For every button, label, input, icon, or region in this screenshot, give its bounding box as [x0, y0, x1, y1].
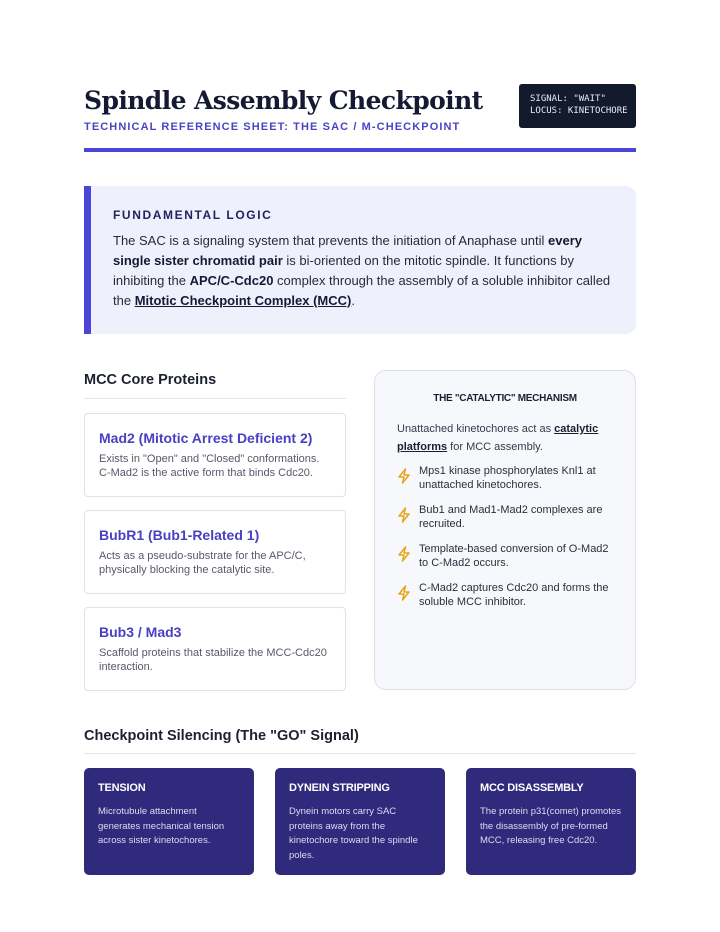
- card-desc: Dynein motors carry SAC proteins away from the kinetochore toward the spindle poles.: [289, 806, 418, 861]
- silencing-card-tension: [84, 768, 254, 875]
- card-title: MCC DISASSEMBLY: [480, 782, 584, 794]
- protein-name: Mad2 (Mitotic Arrest Deficient 2): [99, 430, 313, 446]
- page-subtitle: TECHNICAL REFERENCE SHEET: THE SAC / M-CHECKPOINT: [84, 121, 461, 133]
- lightning-icon: [397, 581, 419, 601]
- card-title: TENSION: [98, 782, 146, 794]
- intro-text: Unattached kinetochores act as: [397, 423, 555, 435]
- mcc-core-proteins-heading: MCC Core Proteins: [84, 372, 217, 388]
- step-text: C-Mad2 captures Cdc20 and forms the soluble MCC inhibitor.: [419, 582, 609, 608]
- lightning-icon: [397, 542, 419, 562]
- checkpoint-silencing-heading: Checkpoint Silencing (The "GO" Signal): [84, 728, 359, 744]
- card-desc: The protein p31(comet) promotes the disassembly of pre-formed MCC, releasing free Cdc20.: [480, 806, 621, 846]
- lightning-icon: [397, 503, 419, 523]
- logic-emphasis: APC/C-Cdc20: [189, 273, 274, 288]
- logic-text-part: .: [351, 293, 355, 308]
- catalytic-platforms-link[interactable]: catalytic platforms: [397, 423, 599, 453]
- catalytic-intro: [397, 420, 613, 456]
- page-header: [84, 84, 636, 150]
- mechanism-step: [397, 464, 613, 503]
- logic-text-part: complex through the assembly of a soluble inhibitor called the: [113, 273, 611, 308]
- mechanism-step: [397, 542, 613, 581]
- lightning-icon: [397, 464, 419, 484]
- logic-emphasis: every single sister chromatid pair: [113, 233, 583, 268]
- protein-desc: Exists in "Open" and "Closed" conformations. C-Mad2 is the active form that binds Cdc20.: [99, 453, 320, 479]
- signal-line: SIGNAL: "WAIT": [530, 94, 606, 104]
- step-text: Mps1 kinase phosphorylates Knl1 at unattached kinetochores.: [419, 465, 596, 491]
- step-text: Bub1 and Mad1-Mad2 complexes are recruited.: [419, 504, 603, 530]
- locus-line: LOCUS: KINETOCHORE: [530, 106, 628, 116]
- logic-title: FUNDAMENTAL LOGIC: [113, 208, 273, 222]
- catalytic-mechanism-panel: [374, 370, 636, 690]
- step-text: Template-based conversion of O-Mad2 to C-Mad2 occurs.: [419, 543, 609, 569]
- mechanism-step: [397, 581, 613, 620]
- signal-status-box: [519, 84, 636, 128]
- protein-desc: Scaffold proteins that stabilize the MCC-Cdc20 interaction.: [99, 647, 327, 673]
- header-divider: [84, 148, 636, 152]
- protein-card-mad2: [84, 413, 346, 497]
- logic-text-part: The SAC is a signaling system that prevents the initiation of Anaphase until: [113, 233, 549, 248]
- fundamental-logic-callout: [84, 186, 636, 334]
- page-title: Spindle Assembly Checkpoint: [84, 86, 483, 115]
- logic-text: [113, 231, 616, 311]
- intro-text: for MCC assembly.: [447, 441, 543, 453]
- card-desc: Microtubule attachment generates mechanical tension across sister kinetochores.: [98, 806, 225, 846]
- protein-card-bubr1: [84, 510, 346, 594]
- section-divider: [84, 753, 636, 754]
- catalytic-title: THE "CATALYTIC" MECHANISM: [433, 393, 577, 404]
- protein-card-bub3: [84, 607, 346, 691]
- protein-name: Bub3 / Mad3: [99, 624, 182, 640]
- protein-desc: Acts as a pseudo-substrate for the APC/C, physically blocking the catalytic site.: [99, 550, 306, 576]
- silencing-card-dynein: [275, 768, 445, 875]
- silencing-card-mcc-disassembly: [466, 768, 636, 875]
- section-divider: [84, 398, 346, 399]
- mechanism-step: [397, 503, 613, 542]
- card-title: DYNEIN STRIPPING: [289, 782, 390, 794]
- mcc-link[interactable]: Mitotic Checkpoint Complex (MCC): [134, 293, 352, 308]
- logic-text-part: is bi-oriented on the mitotic spindle. It functions by inhibiting the: [113, 253, 574, 288]
- protein-name: BubR1 (Bub1-Related 1): [99, 527, 260, 543]
